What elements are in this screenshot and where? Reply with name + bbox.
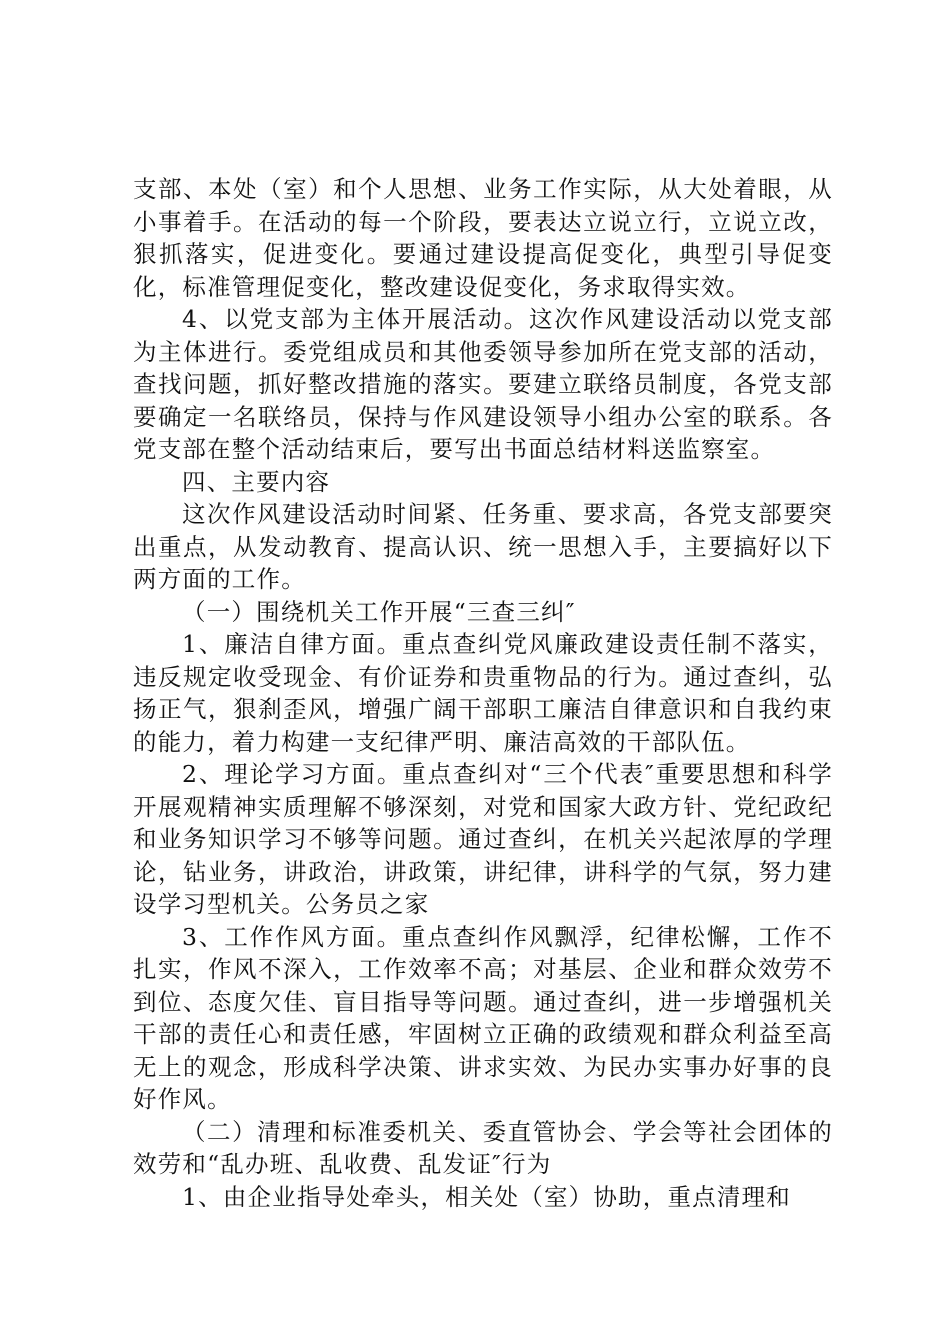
paragraph-integrity: 1、廉洁自律方面。重点查纠党风廉政建设责任制不落实，违反规定收受现金、有价证券和贵重物品的行为。通过查纠，弘扬正气，狠刹歪风，增强广阔干部职工廉洁自律意识和自我约束的能力，着力构建一支纪律严明、廉洁高效的干部队伍。 bbox=[133, 630, 833, 756]
section-heading-main-content: 四、主要内容 bbox=[182, 467, 331, 496]
paragraph-continuation: 支部、本处（室）和个人思想、业务工作实际，从大处着眼，从小事着手。在活动的每一个阶段，要表达立说立行，立说立改，狠抓落实，促进变化。要通过建设提高促变化，典型引导促变化，标准管理促变化，整改建设促变化，务求取得实效。 bbox=[133, 175, 833, 301]
subheading-three-checks: （一）围绕机关工作开展“三查三纠″ bbox=[182, 597, 576, 626]
paragraph-work-style: 3、工作作风方面。重点查纠作风飘浮，纪律松懈，工作不扎实，作风不深入，工作效率不高；对基层、企业和群众效劳不到位、态度欠佳、盲目指导等问题。通过查纠，进一步增强机关干部的责任心和责任感，牢固树立正确的政绩观和群众利益至高无上的观念，形成科学决策、讲求实效、为民办实事办好事的良好作风。 bbox=[133, 922, 833, 1113]
paragraph-theory-study: 2、理论学习方面。重点查纠对“三个代表″重要思想和科学开展观精神实质理解不够深刻，对党和国家大政方针、党纪政纪和业务知识学习不够等问题。通过查纠，在机关兴起浓厚的学理论，钻业务，讲政治，讲政策，讲纪律，讲科学的气氛，努力建设学习型机关。公务员之家 bbox=[133, 760, 833, 918]
subheading-cleanup: （二）清理和标准委机关、委直管协会、学会等社会团体的效劳和“乱办班、乱收费、乱发证″行为 bbox=[133, 1117, 833, 1178]
paragraph-enterprise-guidance: 1、由企业指导处牵头，相关处（室）协助，重点清理和 bbox=[182, 1182, 791, 1211]
document-body bbox=[133, 173, 833, 1213]
paragraph-main-content-intro: 这次作风建设活动时间紧、任务重、要求高，各党支部要突出重点，从发动教育、提高认识、统一思想入手，主要搞好以下两方面的工作。 bbox=[133, 500, 833, 593]
paragraph-party-branch-activity: 4、以党支部为主体开展活动。这次作风建设活动以党支部为主体进行。委党组成员和其他委领导参加所在党支部的活动，查找问题，抓好整改措施的落实。要建立联络员制度，各党支部要确定一名联络员，保持与作风建设领导小组办公室的联系。各党支部在整个活动结束后，要写出书面总结材料送监察室。 bbox=[133, 305, 833, 463]
